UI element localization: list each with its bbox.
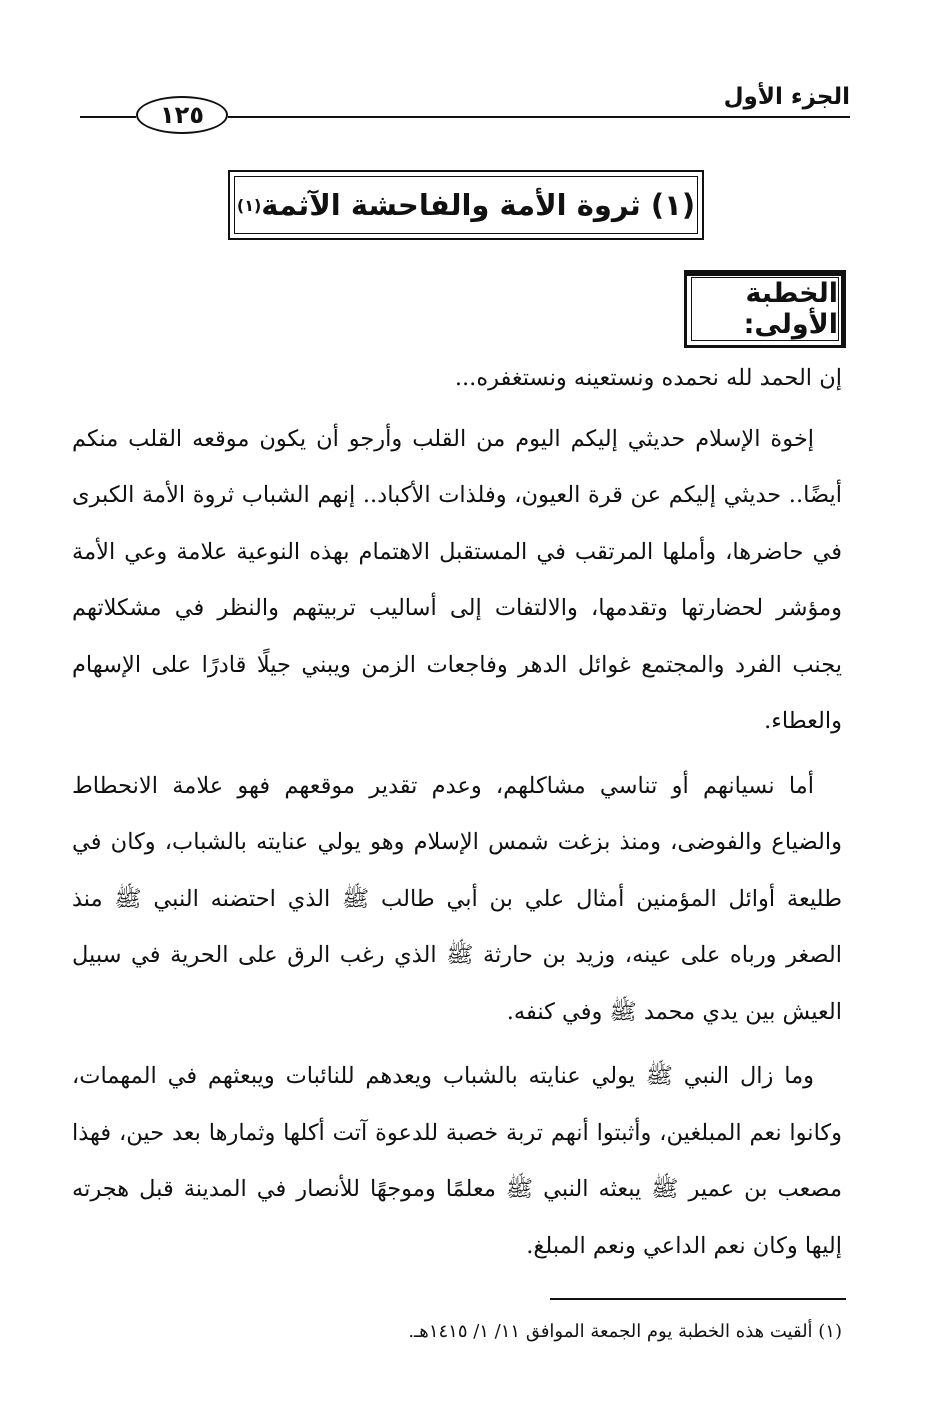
page-number-badge bbox=[136, 96, 228, 134]
page-header bbox=[80, 78, 850, 128]
running-head: الجزء الأول bbox=[714, 84, 850, 110]
footnote: (١) ألقيت هذه الخطبة يوم الجمعة الموافق ١١/ ١/ ١٤١٥هـ. bbox=[408, 1321, 842, 1342]
section-heading: الخطبة الأولى: bbox=[691, 277, 839, 341]
footnote-marker: (١) bbox=[236, 195, 262, 215]
body-text bbox=[72, 350, 842, 1282]
chapter-title-text: (١) ثروة الأمة والفاحشة الآثمة bbox=[261, 188, 696, 222]
paragraph: وما زال النبي ﷺ يولي عنايته بالشباب ويعدهم للنائبات ويبعثهم في المهمات، وكانوا نعم المبلغين، وأثبتوا أنهم تربة خصبة للدعوة آتت أكلها وثمارها بعد حين، فهذا مصعب بن عمير ﷺ يبعثه النبي ﷺ معلمًا وموجهًا للأنصار في المدينة قبل هجرته إليها وكان نعم الداعي ونعم المبلغ. bbox=[72, 1063, 842, 1259]
footnote-rule bbox=[550, 1298, 846, 1300]
paragraph: إن الحمد لله نحمده ونستعينه ونستغفره... bbox=[454, 365, 842, 391]
chapter-title bbox=[230, 172, 702, 238]
page-number: ١٢٥ bbox=[136, 96, 228, 134]
section-heading-frame bbox=[684, 270, 846, 348]
chapter-title-frame bbox=[228, 170, 704, 240]
paragraph: أما نسيانهم أو تناسي مشاكلهم، وعدم تقدير موقعهم فهو علامة الانحطاط والضياع والفوضى، ومنذ بزغت شمس الإسلام وهو يولي عنايته بالشباب، وكان في طليعة أوائل المؤمنين أمثال علي بن أبي طالب ﷺ الذي احتضنه النبي ﷺ منذ الصغر ورباه على عينه، وزيد بن حارثة ﷺ الذي رغب الرق على الحرية في سبيل العيش بين يدي محمد ﷺ وفي كنفه. bbox=[72, 772, 842, 1025]
paragraph: إخوة الإسلام حديثي إليكم اليوم من القلب وأرجو أن يكون موقعه القلب منكم أيضًا.. حديثي إليكم عن قرة العيون، وفلذات الأكباد.. إنهم الشباب ثروة الأمة الكبرى في حاضرها، وأملها المرتقب في المستقبل الاهتمام بهذه النوعية علامة وعي الأمة ومؤشر لحضارتها وتقدمها، والالتفات إلى أساليب تربيتهم والنظر في مشكلاتهم يجنب الفرد والمجتمع غوائل الدهر وفاجعات الزمن ويبني جيلًا قادرًا على الإسهام والعطاء. bbox=[72, 425, 842, 734]
